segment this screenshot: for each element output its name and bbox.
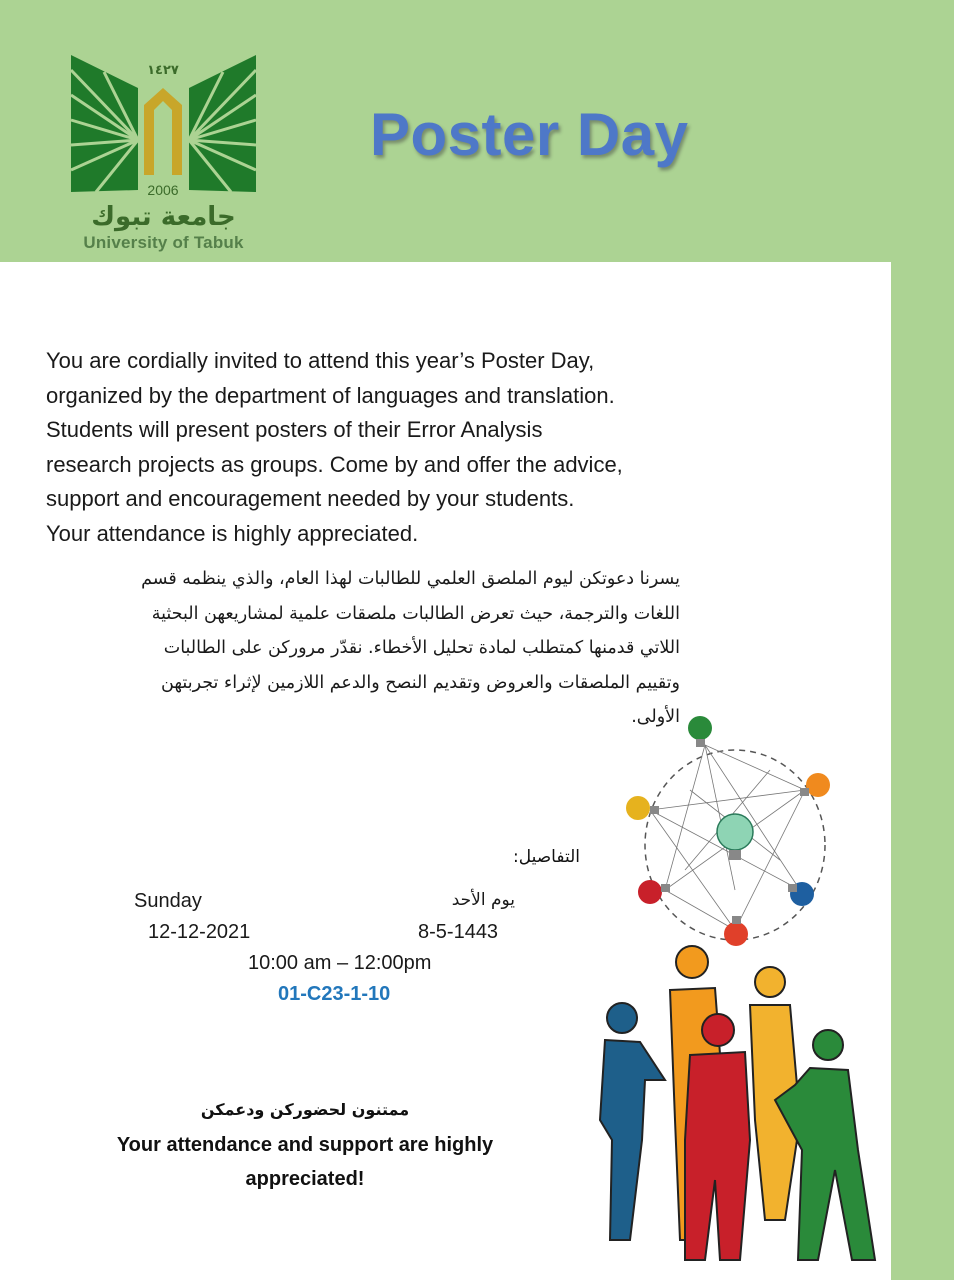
logo-name-english: University of Tabuk xyxy=(83,233,244,252)
poster-title: Poster Day xyxy=(370,101,689,168)
intro-line: Your attendance is highly appreciated. xyxy=(46,520,419,546)
arabic-line: وتقييم الملصقات والعروض وتقديم النصح والدعم اللازمين لإثراء تجربتهن xyxy=(161,672,680,693)
logo-emblem xyxy=(66,50,261,200)
idea-network-icon xyxy=(626,716,830,946)
day-arabic: يوم الأحد xyxy=(451,890,515,910)
lightbulb-icon xyxy=(717,814,753,860)
logo-year-bottom: 2006 xyxy=(147,182,179,198)
lightbulb-icon xyxy=(688,716,712,747)
closing-line: appreciated! xyxy=(245,1168,365,1190)
lightbulb-icon xyxy=(800,773,830,797)
university-logo xyxy=(66,50,261,255)
lightbulb-icon xyxy=(724,916,748,946)
lightbulb-icon xyxy=(638,880,670,904)
arabic-line: اللغات والترجمة، حيث تعرض الطالبات ملصقات علمية لمشاريعهن البحثية xyxy=(151,603,680,624)
logo-year-top: ١٤٢٧ xyxy=(147,63,179,78)
english-invitation xyxy=(46,344,706,552)
event-time: 10:00 am – 12:00pm xyxy=(248,952,432,974)
intro-line: You are cordially invited to attend this year’s Poster Day, xyxy=(46,348,595,373)
details-label: التفاصيل: xyxy=(513,847,580,867)
people-group-icon xyxy=(600,946,875,1260)
arabic-invitation xyxy=(40,562,680,735)
arabic-line: يسرنا دعوتكن ليوم الملصق العلمي للطالبات لهذا العام، والذي ينظمه قسم xyxy=(141,569,680,589)
arabic-line: اللاتي قدمنها كمتطلب لمادة تحليل الأخطاء. نقدّر مروركن على الطالبات xyxy=(163,638,680,658)
date-gregorian: 12-12-2021 xyxy=(148,921,251,943)
intro-line: support and encouragement needed by your students. xyxy=(46,486,575,512)
intro-line: Students will present posters of their Error Analysis xyxy=(46,417,543,443)
logo-name-arabic: جامعة تبوك xyxy=(91,202,236,232)
closing-english xyxy=(100,1128,510,1196)
intro-line: organized by the department of languages and translation. xyxy=(46,382,615,408)
header-band xyxy=(0,0,954,262)
closing-line: Your attendance and support are highly xyxy=(116,1134,494,1156)
day-english: Sunday xyxy=(134,890,202,912)
arabic-line: الأولى. xyxy=(631,707,680,727)
closing-arabic: ممتنون لحضوركن ودعمكن xyxy=(200,1100,410,1119)
teamwork-illustration xyxy=(590,700,890,1280)
intro-line: research projects as groups. Come by and offer the advice, xyxy=(46,451,623,477)
date-hijri: 8-5-1443 xyxy=(418,921,499,943)
room-number: 01-C23-1-10 xyxy=(278,983,391,1005)
lightbulb-icon xyxy=(788,882,814,906)
